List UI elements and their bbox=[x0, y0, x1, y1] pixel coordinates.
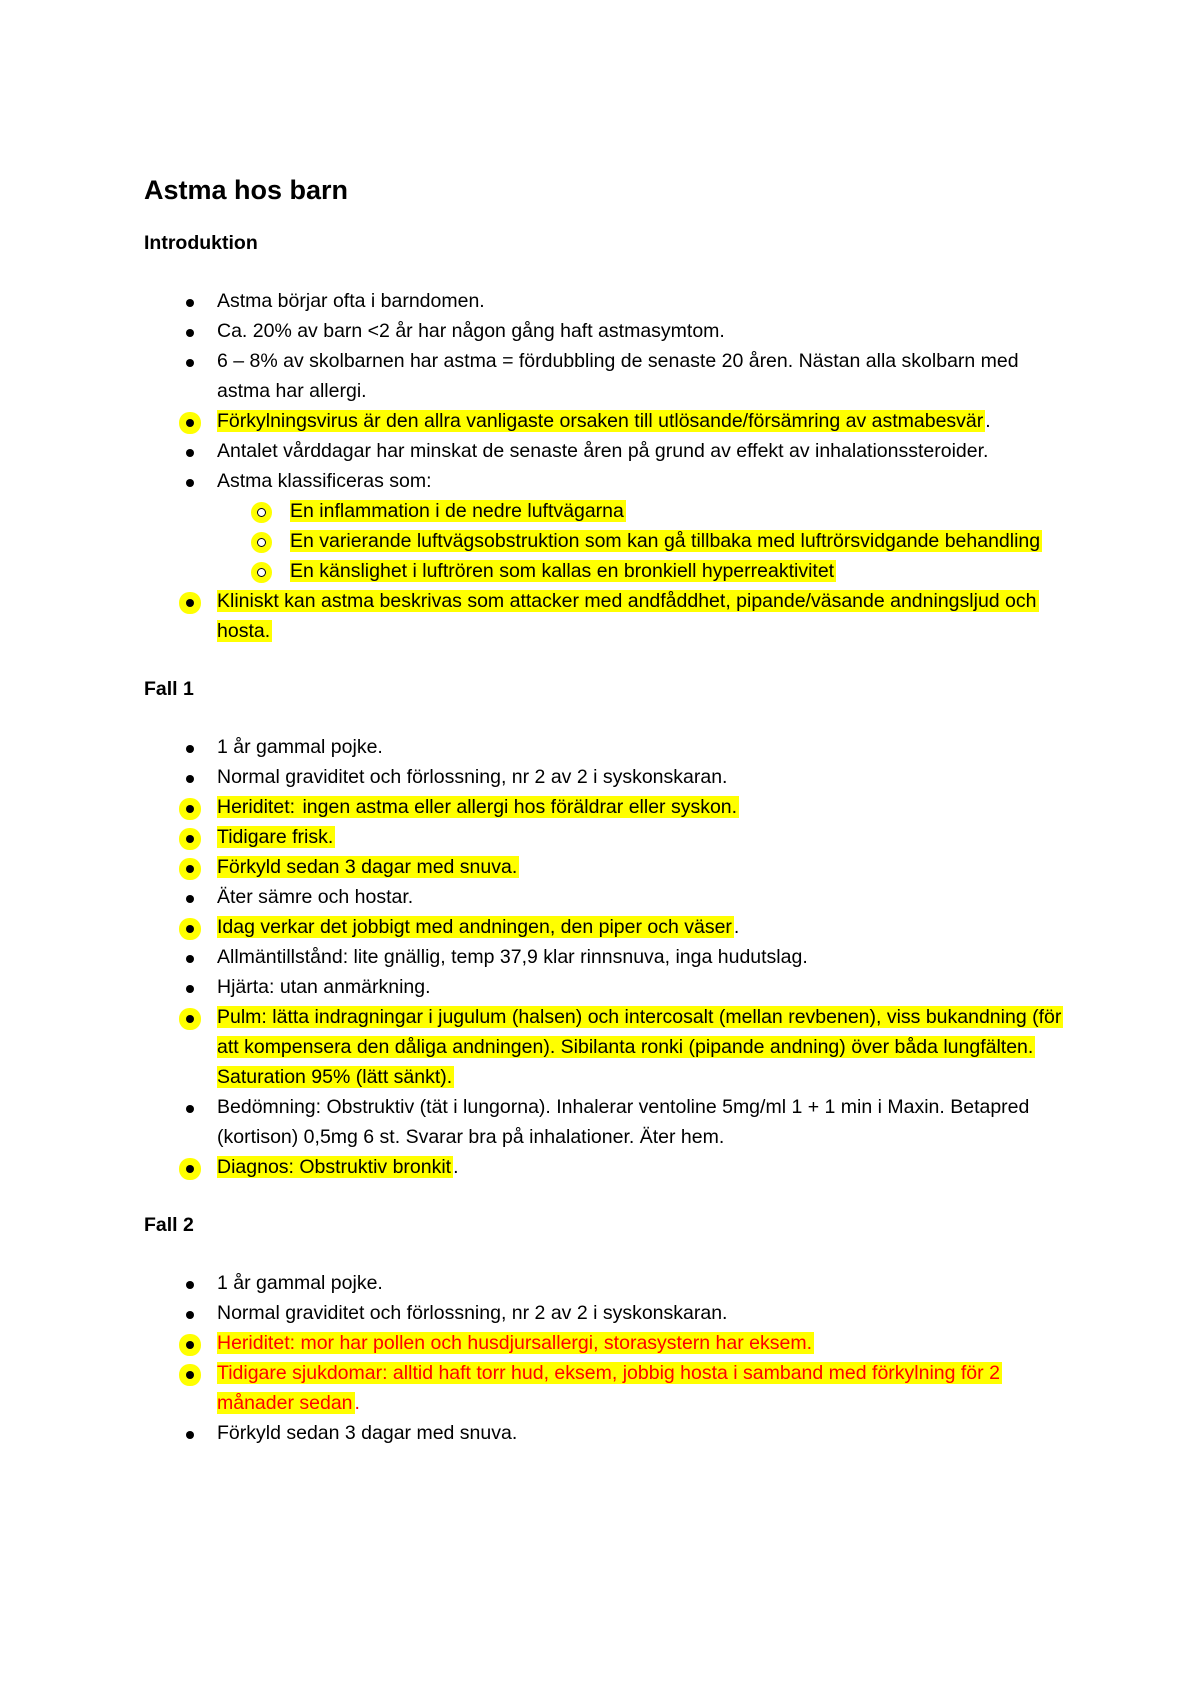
bullet-icon bbox=[186, 985, 194, 993]
bullet-icon bbox=[186, 1371, 194, 1379]
bullet-icon bbox=[186, 1281, 194, 1289]
circle-bullet-icon bbox=[257, 568, 266, 577]
bullet-icon bbox=[186, 1431, 194, 1439]
bullet-icon bbox=[186, 865, 194, 873]
bullet-icon bbox=[186, 925, 194, 933]
section-heading-introduktion: Introduktion bbox=[144, 232, 258, 254]
list-item: 1 år gammal pojke. bbox=[144, 1268, 1064, 1298]
list-item: 1 år gammal pojke. bbox=[144, 732, 1064, 762]
bullet-icon bbox=[186, 955, 194, 963]
list-item: Kliniskt kan astma beskrivas som attacker med andfåddhet, pipande/väsande andningsljud och hosta. bbox=[144, 586, 1064, 646]
list-item: Allmäntillstånd: lite gnällig, temp 37,9 klar rinnsnuva, inga hudutslag. bbox=[144, 942, 1064, 972]
fall1-list bbox=[144, 732, 1064, 1182]
circle-bullet-icon bbox=[257, 508, 266, 517]
list-item: Astma klassificeras som: bbox=[144, 466, 1064, 496]
sub-list-item: En känslighet i luftrören som kallas en bronkiell hyperreaktivitet bbox=[144, 556, 1064, 586]
list-item: Pulm: lätta indragningar i jugulum (halsen) och intercosalt (mellan revbenen), viss bukandning (för att kompensera den dåliga andningen). Sibilanta ronki (pipande andning) över båda lungfälten. Saturation 95% (lätt sänkt). bbox=[144, 1002, 1064, 1092]
list-item: Antalet vårddagar har minskat de senaste åren på grund av effekt av inhalationssteroider. bbox=[144, 436, 1064, 466]
list-item: Ca. 20% av barn <2 år har någon gång haft astmasymtom. bbox=[144, 316, 1064, 346]
bullet-icon bbox=[186, 835, 194, 843]
intro-list bbox=[144, 286, 1064, 646]
bullet-icon bbox=[186, 329, 194, 337]
bullet-icon bbox=[186, 359, 194, 367]
document-title: Astma hos barn bbox=[144, 175, 349, 205]
list-item: Förkylningsvirus är den allra vanligaste orsaken till utlösande/försämring av astmabesvär . bbox=[144, 406, 1064, 436]
list-item: Förkyld sedan 3 dagar med snuva. bbox=[144, 852, 1064, 882]
bullet-icon bbox=[186, 805, 194, 813]
list-item: Heriditet: mor har pollen och husdjursallergi, storasystern har eksem. bbox=[144, 1328, 1064, 1358]
list-item: Äter sämre och hostar. bbox=[144, 882, 1064, 912]
section-heading-fall-2: Fall 2 bbox=[144, 1214, 194, 1236]
list-item: Normal graviditet och förlossning, nr 2 av 2 i syskonskaran. bbox=[144, 762, 1064, 792]
bullet-icon bbox=[186, 1105, 194, 1113]
bullet-icon bbox=[186, 479, 194, 487]
list-item: Diagnos: Obstruktiv bronkit . bbox=[144, 1152, 1064, 1182]
list-item: Idag verkar det jobbigt med andningen, den piper och väser . bbox=[144, 912, 1064, 942]
list-item: Bedömning: Obstruktiv (tät i lungorna). Inhalerar ventoline 5mg/ml 1 + 1 min i Maxin. Betapred (kortison) 0,5mg 6 st. Svarar bra på inhalationer. Äter hem. bbox=[144, 1092, 1064, 1152]
circle-bullet-icon bbox=[257, 538, 266, 547]
list-item: 6 – 8% av skolbarnen har astma = fördubbling de senaste 20 åren. Nästan alla skolbarn med astma har allergi. bbox=[144, 346, 1064, 406]
bullet-icon bbox=[186, 1341, 194, 1349]
bullet-icon bbox=[186, 745, 194, 753]
bullet-icon bbox=[186, 299, 194, 307]
list-item: Tidigare frisk. bbox=[144, 822, 1064, 852]
bullet-icon bbox=[186, 775, 194, 783]
fall2-list bbox=[144, 1268, 1064, 1448]
bullet-icon bbox=[186, 895, 194, 903]
sub-list-item: En inflammation i de nedre luftvägarna bbox=[144, 496, 1064, 526]
list-item: Förkyld sedan 3 dagar med snuva. bbox=[144, 1418, 1064, 1448]
list-item: Hjärta: utan anmärkning. bbox=[144, 972, 1064, 1002]
list-item: Tidigare sjukdomar: alltid haft torr hud, eksem, jobbig hosta i samband med förkylning för 2 månader sedan . bbox=[144, 1358, 1064, 1418]
bullet-icon bbox=[186, 599, 194, 607]
document-page bbox=[144, 172, 1064, 1448]
section-heading-fall-1: Fall 1 bbox=[144, 678, 194, 700]
bullet-icon bbox=[186, 449, 194, 457]
list-item: Normal graviditet och förlossning, nr 2 av 2 i syskonskaran. bbox=[144, 1298, 1064, 1328]
list-item: Heriditet: ingen astma eller allergi hos föräldrar eller syskon. bbox=[144, 792, 1064, 822]
sub-list-item: En varierande luftvägsobstruktion som kan gå tillbaka med luftrörsvidgande behandling bbox=[144, 526, 1064, 556]
bullet-icon bbox=[186, 419, 194, 427]
bullet-icon bbox=[186, 1311, 194, 1319]
list-item: Astma börjar ofta i barndomen. bbox=[144, 286, 1064, 316]
bullet-icon bbox=[186, 1015, 194, 1023]
bullet-icon bbox=[186, 1165, 194, 1173]
